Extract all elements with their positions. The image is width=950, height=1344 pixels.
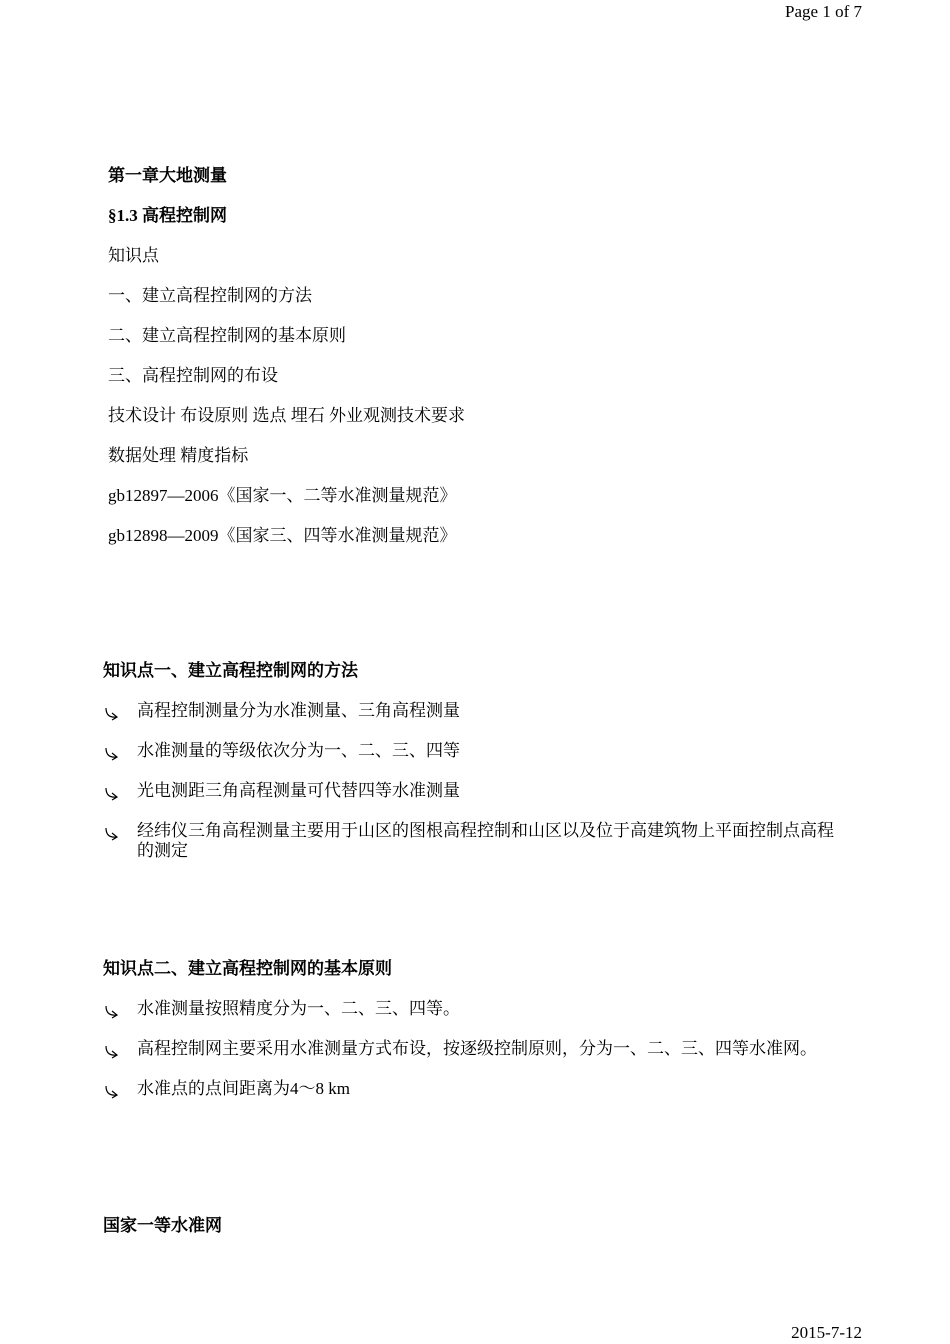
knowledge-point: 二、建立高程控制网的基本原则 [108,326,346,345]
page-date: 2015-7-12 [791,1323,862,1342]
bullet-text: 高程控制网主要采用水准测量方式布设，按逐级控制原则，分为一、二、三、四等水准网。 [137,1039,817,1058]
section-heading: 知识点二、建立高程控制网的基本原则 [103,959,392,978]
curved-arrow-bullet-icon [103,742,123,762]
topics-line: 技术设计 布设原则 选点 埋石 外业观测技术要求 [108,406,465,425]
curved-arrow-bullet-icon [103,702,123,722]
section-principles [103,959,843,1119]
curved-arrow-bullet-icon [103,1000,123,1020]
bullet-item [103,821,843,861]
curved-arrow-bullet-icon [103,1080,123,1100]
bullet-item [103,701,843,721]
knowledge-point: 三、高程控制网的布设 [108,366,278,385]
bullet-text: 水准点的点间距离为4～8 km [137,1079,350,1098]
curved-arrow-bullet-icon [103,822,123,842]
standard-reference: gb12898—2009《国家三、四等水准测量规范》 [108,526,457,545]
standard-reference: gb12897—2006《国家一、二等水准测量规范》 [108,486,457,505]
knowledge-point: 一、建立高程控制网的方法 [108,286,312,305]
bullet-text: 经纬仪三角高程测量主要用于山区的图根高程控制和山区以及位于高建筑物上平面控制点高程的测定 [137,821,834,860]
section-title: §1.3 高程控制网 [108,206,227,225]
curved-arrow-bullet-icon [103,1040,123,1060]
page-number: Page 1 of 7 [785,2,862,21]
bullet-item [103,1039,843,1059]
section-national-first-order [103,1216,843,1256]
knowledge-label: 知识点 [108,246,159,265]
curved-arrow-bullet-icon [103,782,123,802]
bullet-text: 高程控制测量分为水准测量、三角高程测量 [137,701,460,720]
bullet-item [103,741,843,761]
section-methods [103,661,843,881]
bullet-text: 水准测量的等级依次分为一、二、三、四等 [137,741,460,760]
chapter-title: 第一章大地测量 [108,166,227,185]
topics-line: 数据处理 精度指标 [108,446,249,465]
bullet-text: 光电测距三角高程测量可代替四等水准测量 [137,781,460,800]
bullet-item [103,781,843,801]
section-heading: 知识点一、建立高程控制网的方法 [103,661,358,680]
intro-block [108,166,848,566]
bullet-item [103,999,843,1019]
bullet-item [103,1079,843,1099]
bullet-text: 水准测量按照精度分为一、二、三、四等。 [137,999,460,1018]
section-heading: 国家一等水准网 [103,1216,222,1235]
